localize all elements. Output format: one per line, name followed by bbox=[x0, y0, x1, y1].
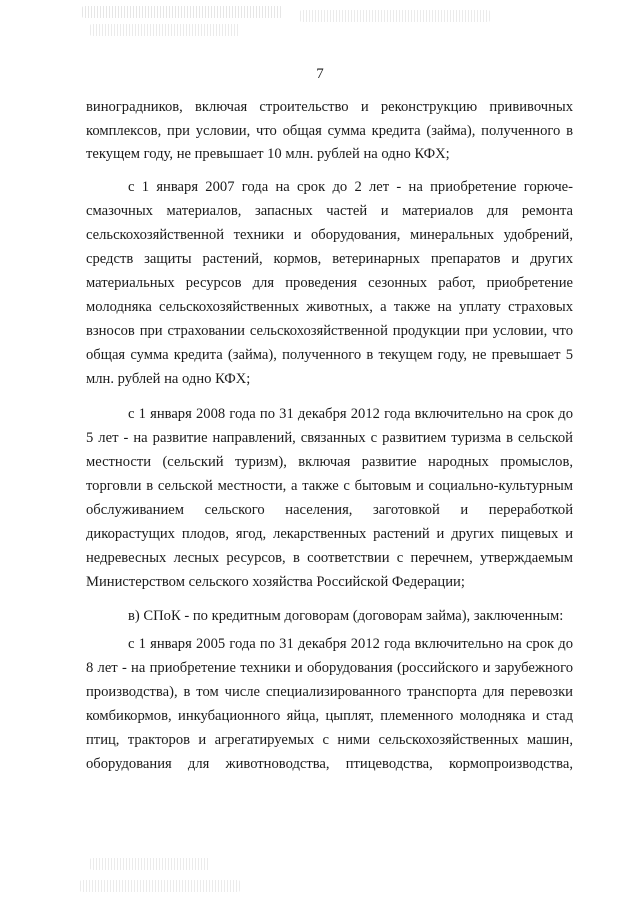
text-line: сельскохозяйственной техники и оборудования, минеральных удобрений, bbox=[86, 227, 573, 243]
text-line: комбикормов, инкубационного яйца, цыплят, племенного молодняка и стад bbox=[86, 708, 573, 724]
text-line: 5 лет - на развитие направлений, связанных с развитием туризма в сельской bbox=[86, 430, 573, 446]
text-line: млн. рублей на одно КФХ; bbox=[86, 371, 251, 387]
text-line: местности (сельский туризм), включая развитие народных промыслов, bbox=[86, 454, 573, 470]
text-line: оборудования для животноводства, птицеводства, кормопроизводства, bbox=[86, 756, 573, 772]
text-line: текущем году, не превышает 10 млн. рублей на одно КФХ; bbox=[86, 146, 450, 162]
text-line: в) СПоК - по кредитным договорам (договорам займа), заключенным: bbox=[128, 608, 564, 624]
text-line: недревесных лесных ресурсов, в соответствии с перечнем, утверждаемым bbox=[86, 550, 573, 566]
text-line: 8 лет - на приобретение техники и оборудования (российского и зарубежного bbox=[86, 660, 573, 676]
text-line: Министерством сельского хозяйства Российской Федерации; bbox=[86, 574, 465, 590]
text-line: торговли в сельской местности, а также с бытовым и социально-культурным bbox=[86, 478, 573, 494]
text-line: общая сумма кредита (займа), полученного в текущем году, не превышает 5 bbox=[86, 347, 573, 363]
text-line: смазочных материалов, запасных частей и материалов для ремонта bbox=[86, 203, 573, 219]
text-line: производства), в том числе специализированного транспорта для перевозки bbox=[86, 684, 573, 700]
text-line: молодняка сельскохозяйственных животных, а также на уплату страховых bbox=[86, 299, 573, 315]
text-line: с 1 января 2005 года по 31 декабря 2012 года включительно на срок до bbox=[128, 636, 573, 652]
scan-noise bbox=[90, 24, 240, 36]
text-line: средств защиты растений, кормов, ветеринарных препаратов и других bbox=[86, 251, 573, 267]
scan-noise bbox=[90, 858, 210, 870]
text-line: взносов при страховании сельскохозяйственной продукции при условии, что bbox=[86, 323, 573, 339]
text-line: комплексов, при условии, что общая сумма кредита (займа), полученного в bbox=[86, 123, 573, 139]
scan-noise bbox=[300, 10, 490, 22]
text-line: с 1 января 2008 года по 31 декабря 2012 года включительно на срок до bbox=[128, 406, 573, 422]
text-line: обслуживанием сельского населения, заготовкой и переработкой bbox=[86, 502, 573, 518]
text-line: материальных ресурсов для проведения сезонных работ, приобретение bbox=[86, 275, 573, 291]
scan-noise bbox=[82, 6, 282, 18]
text-line: с 1 января 2007 года на срок до 2 лет - на приобретение горюче- bbox=[128, 179, 573, 195]
text-line: птиц, тракторов и агрегатируемых с ними сельскохозяйственных машин, bbox=[86, 732, 573, 748]
scan-noise bbox=[80, 880, 240, 892]
text-line: виноградников, включая строительство и реконструкцию прививочных bbox=[86, 99, 573, 115]
text-line: дикорастущих плодов, ягод, лекарственных растений и других пищевых и bbox=[86, 526, 573, 542]
page-number: 7 bbox=[316, 66, 324, 82]
